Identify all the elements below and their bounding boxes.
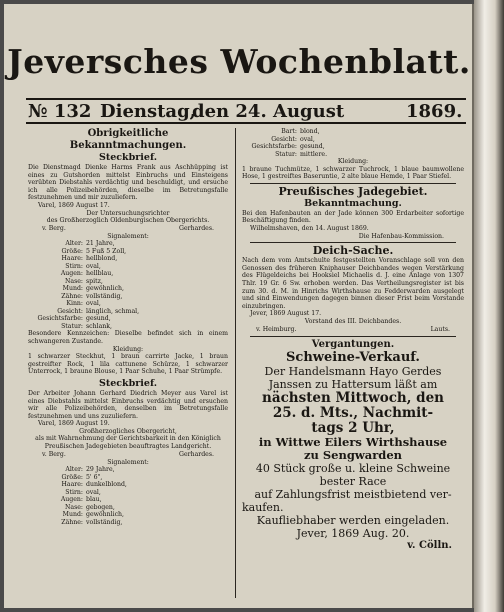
signalement-value: blau, (86, 496, 102, 504)
steckbrief-2-signature (28, 451, 228, 459)
schweine-verkauf-line: 25. d. Mts., Nachmit- (272, 404, 434, 421)
signalement-key: Zähne: (61, 292, 83, 300)
signalement-value: 5 Fuß 5 Zoll, (86, 247, 127, 255)
steckbrief-2-signalement-title: Signalement: (107, 458, 149, 466)
signalement-key: Alter: (65, 240, 83, 248)
signalement-value: gewöhnlich, (86, 511, 124, 519)
signalement-value: oval, (86, 300, 101, 308)
signalement-value: schlank, (86, 322, 112, 330)
steckbrief-2-signalement-list (28, 466, 228, 526)
newspaper-page (4, 4, 474, 608)
schweine-verkauf-heading: Schweine-Verkauf. (286, 349, 420, 365)
issue-number: № 132 (28, 101, 92, 122)
issue-year: 1869. (406, 101, 463, 122)
deich-signature (242, 326, 464, 334)
deich-seal: Lauts. (430, 325, 450, 333)
signalement-key: Mund: (62, 511, 83, 519)
signalement-value: hellblond, (86, 255, 118, 263)
signalement-row (28, 315, 228, 323)
left-column (28, 128, 228, 598)
signalement-value: blond, (300, 128, 320, 135)
signalement-key: Haare: (61, 255, 83, 263)
signalement-value: länglich, schmal, (86, 307, 140, 315)
schweine-verkauf-line: auf Zahlungsfrist meistbietend ver- (254, 487, 452, 501)
jade-signer: Die Hafenbau-Kommission. (358, 232, 444, 240)
signalement-row (28, 323, 228, 331)
signalement-value: 5' 6", (86, 473, 103, 481)
signalement-key: Kinn: (66, 300, 83, 308)
deich-date: Jever, 1869 August 17. (250, 310, 322, 318)
signalement-row (242, 143, 464, 151)
signalement-row (28, 489, 228, 497)
schweine-verkauf-body (242, 365, 464, 540)
signalement-value: hellblau, (86, 270, 114, 278)
signalement-value: gewöhnlich, (86, 285, 124, 293)
schweine-verkauf-line: Der Handelsmann Hayo Gerdes (264, 364, 442, 378)
steckbrief-1-authority-1: Der Untersuchungsrichter (86, 209, 170, 217)
signalement-row (28, 285, 228, 293)
section-title-official: Obrigkeitliche Bekanntmachungen. (69, 128, 187, 151)
steckbrief-1-clothing: 1 schwarzer Steckhut, 1 braun carrirte Jacke, 1 braun gestreifter Rock, 1 lila cattunene Schürze, 1 schwarzer Unterrock, 1 braune Blouse, 1 Paar Schuhe, 1 Paar Strümpfe. (28, 353, 228, 376)
jade-date: Wilhelmshaven, den 14. August 1869. (250, 224, 369, 232)
signalement-value: gesund, (86, 315, 111, 323)
book-spine (474, 0, 504, 612)
deich-authority: Vorstand des III. Deichbandes. (304, 317, 402, 325)
steckbrief-1-marks: Besondere Kennzeichen: Dieselbe befindet sich in einem schwangeren Zustande. (28, 330, 228, 345)
schweine-verkauf-line: nächsten Mittwoch, den (262, 389, 444, 406)
signalement-key: Gesichtsfarbe: (251, 143, 297, 150)
steckbrief-2-authority-1: Großherzogliches Obergericht, (79, 427, 177, 435)
signalement-row (242, 128, 464, 136)
steckbrief-1-signalement-title: Signalement: (107, 232, 149, 240)
signalement-value: gebogen, (86, 503, 115, 511)
signalement-value: 29 Jahre, (86, 466, 115, 474)
steckbrief-1-authority-2: des Großherzoglich Oldenburgischen Obergerichts. (46, 217, 210, 225)
signalement-value: gesund, (300, 143, 325, 150)
schweine-verkauf-line: tags 2 Uhr, (311, 419, 395, 436)
signalement-key: Größe: (61, 473, 83, 481)
divider-rule (250, 336, 456, 337)
steckbrief-2-signer: v. Berg. (42, 450, 66, 458)
signalement-row (28, 511, 228, 519)
signalement-row (242, 136, 464, 144)
signalement-key: Nase: (64, 503, 83, 511)
signalement-key: Alter: (65, 466, 83, 474)
jade-subtitle: Bekanntmachung. (304, 197, 402, 209)
steckbrief-1-body: Die Dienstmagd Dienke Harms Frank aus Aschhüpping ist eines zu Gutshorden mittelst Einbruchs und Einsteigens verübten Diebstahls verdächtig und beschuldigt, und ersuche ich alle Polizeibehörden, dieselbe im Betretungsfalle festzunehmen und mir zuzuliefern. (28, 164, 228, 202)
steckbrief-1-signature (28, 225, 228, 233)
steckbrief-2-clothing: 1 braune Tuchmütze, 1 schwarzer Tuchrock, 1 blaue baumwollene Hose, 1 gestreiftes Baseruntie, 2 alte blaue Hemde, 1 Paar Stiefel. (242, 165, 464, 181)
schweine-verkauf-signer: v. Cölln. (407, 539, 452, 551)
signalement-row (28, 474, 228, 482)
steckbrief-1-signer: v. Berg. (42, 224, 66, 232)
jade-title: Preußisches Jadegebiet. (278, 184, 428, 198)
schweine-verkauf-line: Janssen zu Hattersum läßt am (268, 377, 438, 391)
signalement-key: Augen: (60, 496, 83, 504)
signalement-row (28, 466, 228, 474)
column-divider (235, 128, 236, 598)
steckbrief-1-place-date: Varel, 1869 August 17. (38, 201, 110, 209)
signalement-row (28, 308, 228, 316)
right-column (242, 128, 464, 598)
signalement-key: Nase: (64, 277, 83, 285)
steckbrief-2-place-date: Varel, 1869 August 19. (38, 420, 110, 428)
schweine-verkauf-line: in Wittwe Eilers Wirthshause (258, 434, 448, 449)
signalement-key: Mund: (62, 285, 83, 293)
signalement-key: Größe: (61, 247, 83, 255)
schweine-verkauf-line: zu Sengwarden (303, 447, 403, 462)
signalement-key: Gesichtsfarbe: (37, 315, 83, 323)
signalement-row (28, 293, 228, 301)
issue-line (26, 98, 466, 124)
schweine-verkauf-line: bester Race (319, 474, 387, 488)
steckbrief-1-clothing-title: Kleidung: (112, 345, 144, 353)
signalement-row (28, 263, 228, 271)
schweine-verkauf-line: Jever, 1869 Aug. 20. (296, 526, 410, 540)
signalement-key: Gesicht: (57, 307, 83, 315)
vergantungen-title: Vergantungen. (311, 338, 395, 350)
signalement-value: mittlere. (300, 150, 328, 158)
deich-body: Nach dem vom Amtschulte festgestellten Voranschlage soll von den Genossen des früheren Kniphauser Deichbandes wegen Verstärkung des Flügeldeichs bei Hooksiel Michaelis d. J. eine Anlage von 1307 Thlr. 19 Gr. 6 Sw. erhoben werden. Das Vertheilungsregister ist bis zum 30. d. M. in Hinrichs Wirthshause zu Fedderwarden ausgelegt und sind Einwendungen dagegen binnen dieser Frist beim Vorstande einzubringen. (242, 257, 464, 310)
signalement-row (28, 240, 228, 248)
signalement-row (28, 270, 228, 278)
signalement-value: oval, (86, 488, 101, 496)
signalement-row (28, 519, 228, 527)
signalement-value: spitz, (86, 277, 103, 285)
signalement-row (28, 481, 228, 489)
signalement-value: oval, (300, 135, 315, 143)
steckbrief-2-seal: Gerhardes. (179, 450, 214, 458)
signalement-row (28, 496, 228, 504)
signalement-value: 21 Jahre, (86, 240, 115, 248)
deich-signer: v. Heimburg. (256, 325, 297, 333)
steckbrief-1-signalement-list (28, 240, 228, 330)
signalement-row (28, 278, 228, 286)
steckbrief-2-heading: Steckbrief. (98, 377, 158, 389)
steckbrief-1-seal: Gerhardes. (179, 224, 214, 232)
signalement-row (28, 248, 228, 256)
signalement-value: dunkelblond, (86, 481, 127, 489)
signalement-value: oval, (86, 262, 101, 270)
signalement-key: Zähne: (61, 518, 83, 526)
jade-body: Bei den Hafenbauten an der Jade können 300 Erdarbeiter sofortige Beschäftigung finden. (242, 209, 464, 225)
steckbrief-2-body: Der Arbeiter Johann Gerhard Diedrich Meyer aus Varel ist eines Diebstahls mittelst Einbruchs verdächtig und ersuchen wir alle Polizeibehörden, denselben im Betretungsfalle festzunehmen und uns zuzuliefern. (28, 389, 228, 420)
signalement-row (242, 151, 464, 159)
signalement-row (28, 300, 228, 308)
signalement-key: Statur: (61, 322, 83, 330)
signalement-value: vollständig, (86, 518, 123, 526)
signalement-row (28, 504, 228, 512)
masthead-title: Jeversches Wochenblatt. (7, 42, 471, 81)
signalement-key: Statur: (275, 150, 297, 158)
issue-date: den 24. August (192, 101, 345, 122)
divider-rule (250, 183, 456, 184)
signalement-key: Augen: (60, 270, 83, 278)
steckbrief-2-signalement-continued (242, 128, 464, 158)
signalement-key: Bart: (281, 128, 297, 135)
schweine-verkauf-line: 40 Stück große u. kleine Schweine (255, 461, 451, 475)
divider-rule (250, 242, 456, 243)
steckbrief-1-heading: Steckbrief. (98, 152, 158, 163)
schweine-verkauf-line: kaufen. (242, 500, 284, 514)
steckbrief-2-authority-2: als mit Wahrnehmung der Gerichtsbarkeit in den Königlich Preußischen Jadegebieten beauftragtes Landgericht. (35, 435, 221, 451)
deich-title: Deich-Sache. (312, 244, 394, 258)
issue-weekday: Dienstag, (100, 101, 196, 122)
signalement-key: Stirn: (65, 262, 83, 270)
signalement-row (28, 255, 228, 263)
signalement-key: Stirn: (65, 488, 83, 496)
steckbrief-2-clothing-title: Kleidung: (337, 158, 369, 165)
signalement-key: Haare: (61, 481, 83, 489)
signalement-value: vollständig, (86, 292, 123, 300)
schweine-verkauf-line: Kaufliebhaber werden eingeladen. (256, 513, 450, 527)
signalement-key: Gesicht: (271, 135, 297, 143)
